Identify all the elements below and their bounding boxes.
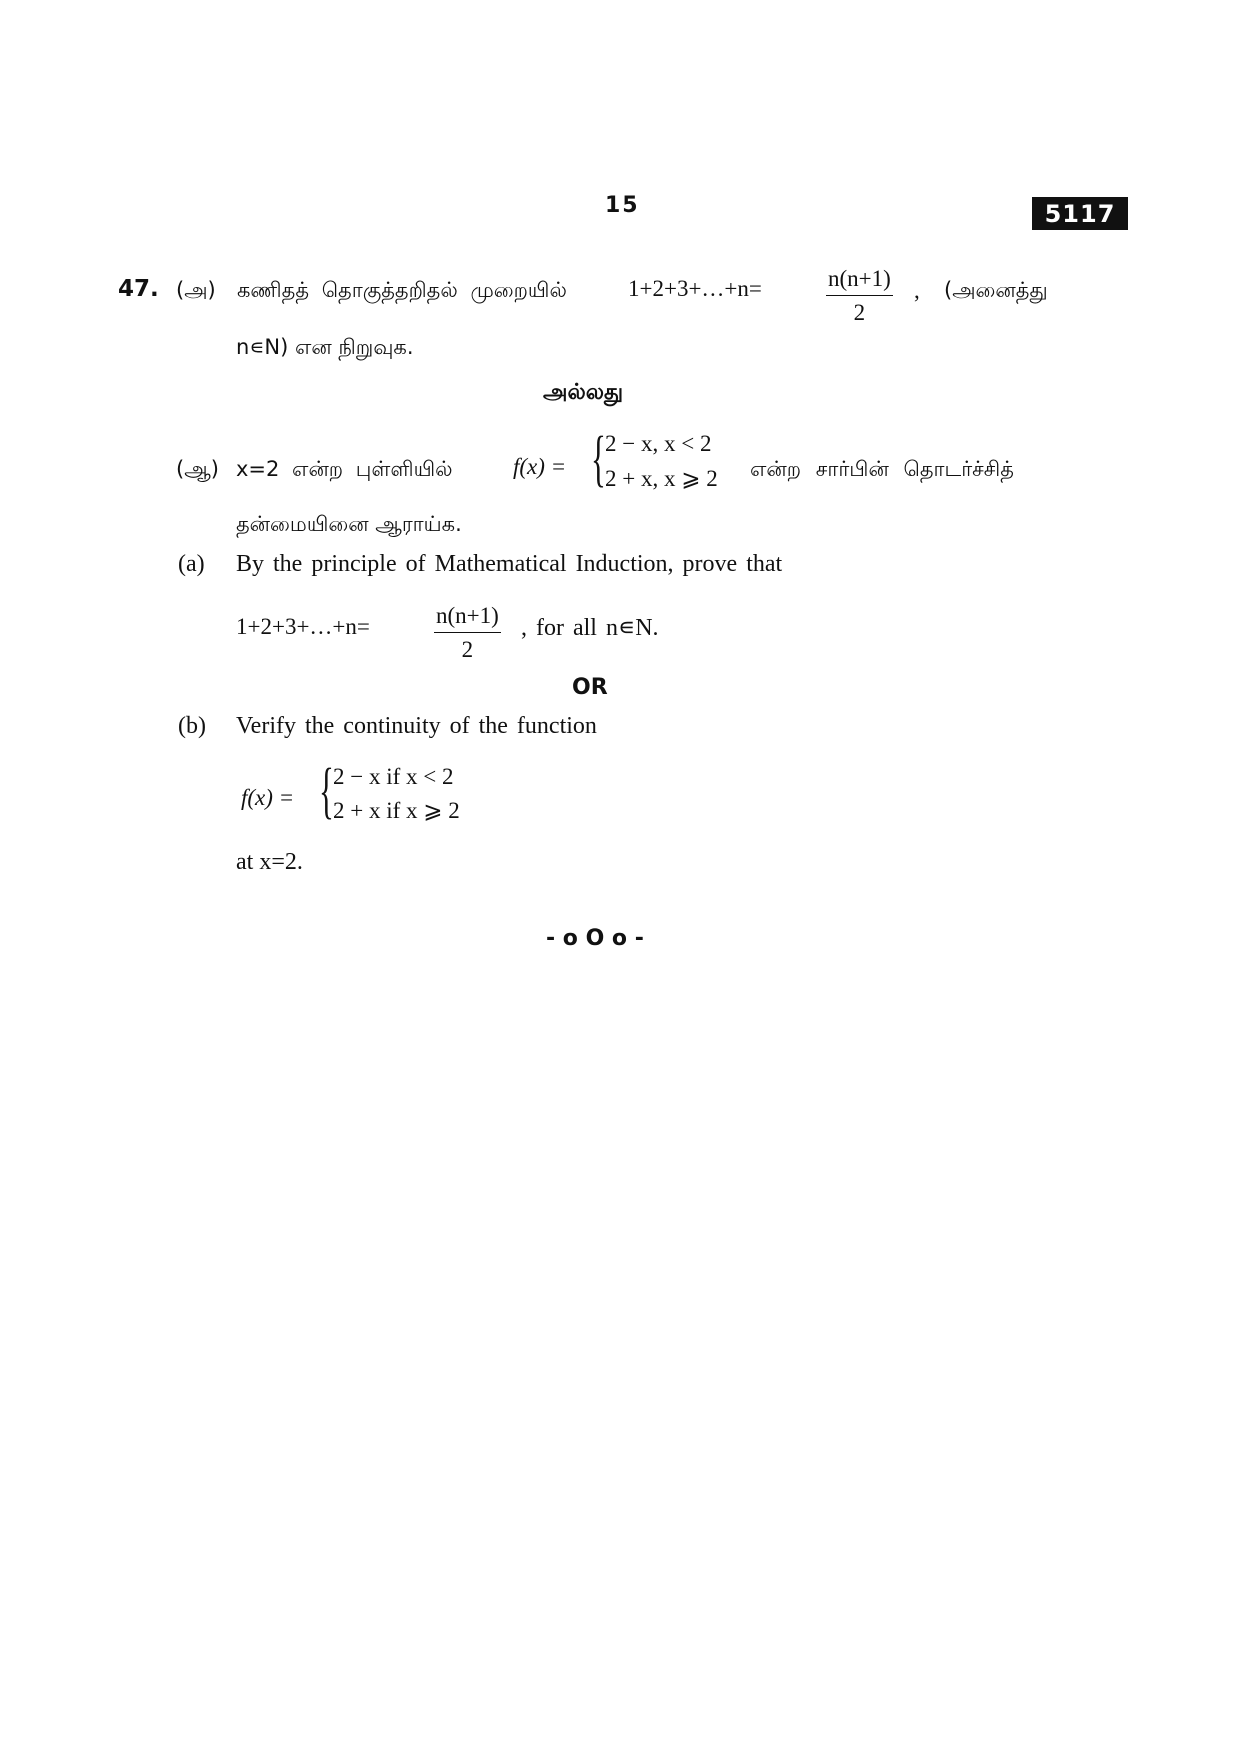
tamil-part-a-fraction [826, 266, 893, 326]
fraction-denominator: 2 [853, 300, 866, 325]
tamil-part-a-text-3: n∊N) என நிறுவுக. [236, 335, 414, 359]
piecewise-brace: { [591, 425, 606, 493]
tamil-part-a-formula: 1+2+3+…+n= [628, 276, 762, 301]
english-piecewise-case-2: 2 + x if x ⩾ 2 [333, 798, 460, 823]
tamil-part-a-text-2: (அனைத்து [944, 278, 1048, 302]
question-number: 47. [118, 276, 159, 302]
end-of-paper-mark: - o O o - [546, 926, 644, 951]
tamil-part-b-text-3: தன்மையினை ஆராய்க. [236, 512, 462, 536]
tamil-part-a-comma: , [914, 278, 920, 303]
tamil-part-b-text-2: என்ற சார்பின் தொடர்ச்சித் [750, 457, 1014, 481]
english-part-a-tail: , for all n∊N. [521, 615, 659, 641]
english-part-a-label: (a) [178, 551, 205, 577]
tamil-part-b-text: x=2 என்ற புள்ளியில் [236, 457, 453, 481]
fraction-denominator: 2 [461, 637, 474, 662]
page-number: 15 [605, 193, 640, 218]
english-part-b-tail: at x=2. [236, 849, 303, 875]
tamil-piecewise-case-2: 2 + x, x ⩾ 2 [605, 466, 718, 491]
english-part-b-function-name: f(x) = [241, 785, 295, 810]
english-or-separator: OR [572, 675, 608, 700]
tamil-part-a-text: கணிதத் தொகுத்தறிதல் முறையில் [237, 278, 567, 302]
tamil-part-a-label: (அ) [176, 278, 216, 302]
english-part-a-fraction [434, 603, 501, 663]
tamil-part-b-label: (ஆ) [176, 457, 219, 481]
english-piecewise-case-1: 2 − x if x < 2 [333, 764, 454, 789]
tamil-part-b-function-name: f(x) = [513, 454, 567, 479]
paper-code-badge: 5117 [1032, 197, 1128, 230]
fraction-numerator: n(n+1) [826, 266, 893, 296]
english-part-b-text: Verify the continuity of the function [236, 713, 597, 739]
english-part-b-label: (b) [178, 713, 206, 739]
english-part-a-text: By the principle of Mathematical Induction, prove that [236, 551, 783, 577]
piecewise-brace: { [319, 757, 334, 825]
tamil-or-separator: அல்லது [543, 380, 624, 405]
fraction-numerator: n(n+1) [434, 603, 501, 633]
tamil-piecewise-case-1: 2 − x, x < 2 [605, 431, 712, 456]
english-part-a-formula: 1+2+3+…+n= [236, 614, 370, 639]
